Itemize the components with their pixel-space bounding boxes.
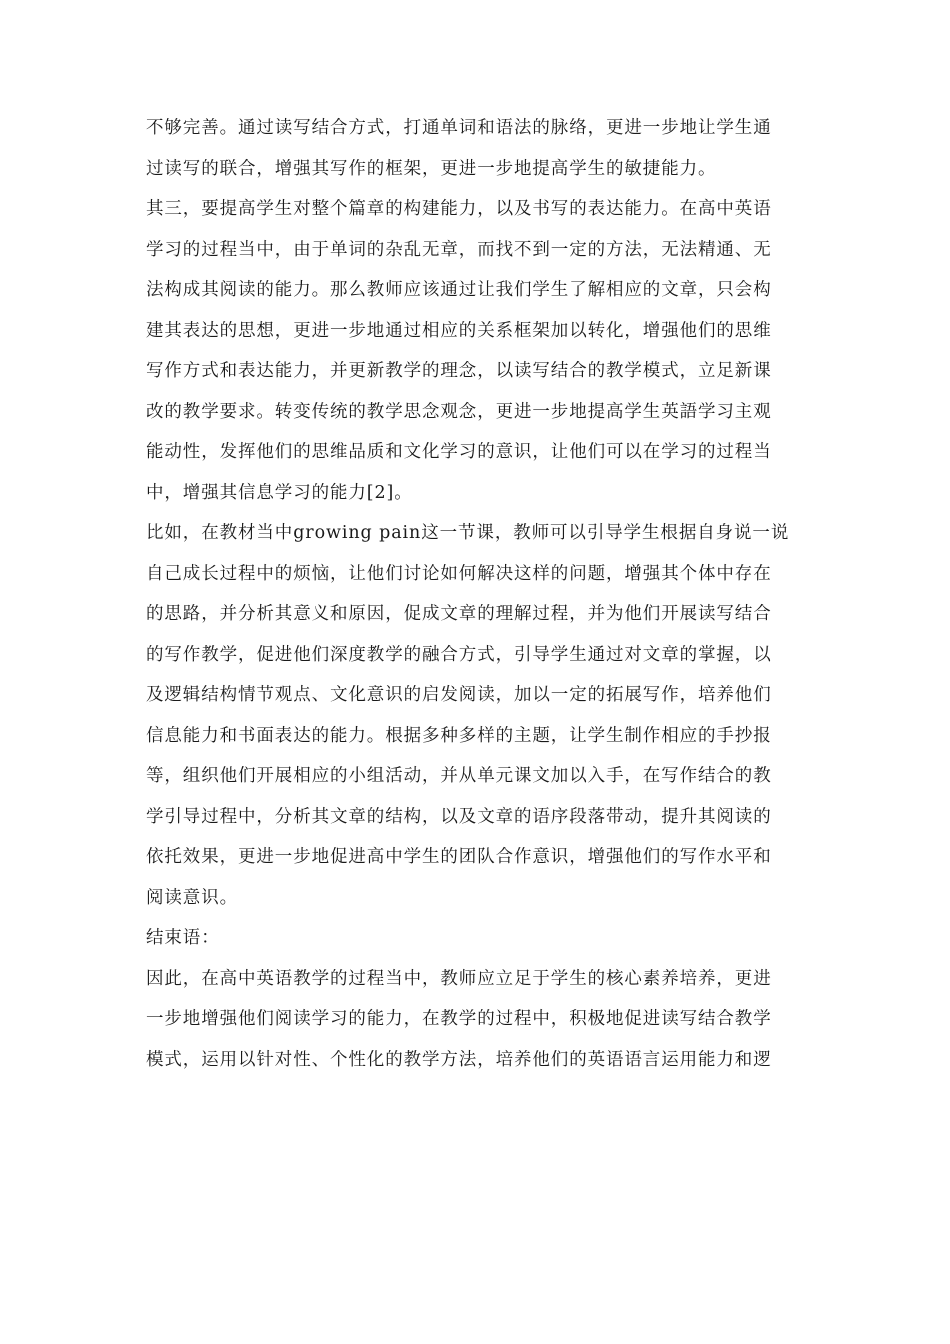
text-line: 因此，在高中英语教学的过程当中，教师应立足于学生的核心素养培养，更进 xyxy=(146,968,772,989)
text-line: 法构成其阅读的能力。那么教师应该通过让我们学生了解相应的文章，只会构 xyxy=(146,280,772,300)
text-line: 能动性，发挥他们的思维品质和文化学习的意识，让他们可以在学习的过程当 xyxy=(146,442,772,462)
text-line: 建其表达的思想，更进一步地通过相应的关系框架加以转化，增强他们的思维 xyxy=(146,320,772,341)
paragraph-example xyxy=(146,513,806,918)
text-line: 的思路，并分析其意义和原因，促成文章的理解过程，并为他们开展读写结合 xyxy=(146,604,772,624)
text-line: 的写作教学，促进他们深度教学的融合方式，引导学生通过对文章的掌握，以 xyxy=(146,644,772,665)
document-body xyxy=(146,108,806,1080)
text-line: 自己成长过程中的烦恼，让他们讨论如何解决这样的问题，增强其个体中存在 xyxy=(146,563,772,584)
section-heading: 结束语： xyxy=(146,928,220,948)
text-line: 不够完善。通过读写结合方式，打通单词和语法的脉络，更进一步地让学生通 xyxy=(146,118,772,138)
text-line: 中，增强其信息学习的能力[2]。 xyxy=(146,482,413,503)
text-line: 等，组织他们开展相应的小组活动，并从单元课文加以入手，在写作结合的教 xyxy=(146,766,772,786)
text-line: 改的教学要求。转变传统的教学思念观念，更进一步地提高学生英語学习主观 xyxy=(146,401,772,422)
paragraph-conclusion xyxy=(146,959,806,1081)
text-line: 学引导过程中，分析其文章的结构，以及文章的语序段落带动，提升其阅读的 xyxy=(146,806,772,827)
text-line: 依托效果，更进一步地促进高中学生的团队合作意识，增强他们的写作水平和 xyxy=(146,847,772,867)
text-line: 写作方式和表达能力，并更新教学的理念，以读写结合的教学模式，立足新课 xyxy=(146,361,772,381)
text-line: 模式，运用以针对性、个性化的教学方法，培养他们的英语语言运用能力和逻 xyxy=(146,1049,772,1070)
text-line: 过读写的联合，增强其写作的框架，更进一步地提高学生的敏捷能力。 xyxy=(146,158,717,179)
text-line: 及逻辑结构情节观点、文化意识的启发阅读，加以一定的拓展写作，培养他们 xyxy=(146,685,772,705)
text-line: 一步地增强他们阅读学习的能力，在教学的过程中，积极地促进读写结合教学 xyxy=(146,1009,772,1029)
text-line: 其三，要提高学生对整个篇章的构建能力，以及书写的表达能力。在高中英语 xyxy=(146,199,772,219)
conclusion-heading xyxy=(146,918,806,959)
text-line: 信息能力和书面表达的能力。根据多种多样的主题，让学生制作相应的手抄报 xyxy=(146,725,772,746)
text-line: 阅读意识。 xyxy=(146,887,238,908)
text-line: 比如，在教材当中growing pain这一节课，教师可以引导学生根据自身说一说 xyxy=(146,523,790,543)
paragraph-third-point xyxy=(146,189,806,513)
text-line: 学习的过程当中，由于单词的杂乱无章，而找不到一定的方法，无法精通、无 xyxy=(146,239,772,260)
paragraph-continuation xyxy=(146,108,806,189)
